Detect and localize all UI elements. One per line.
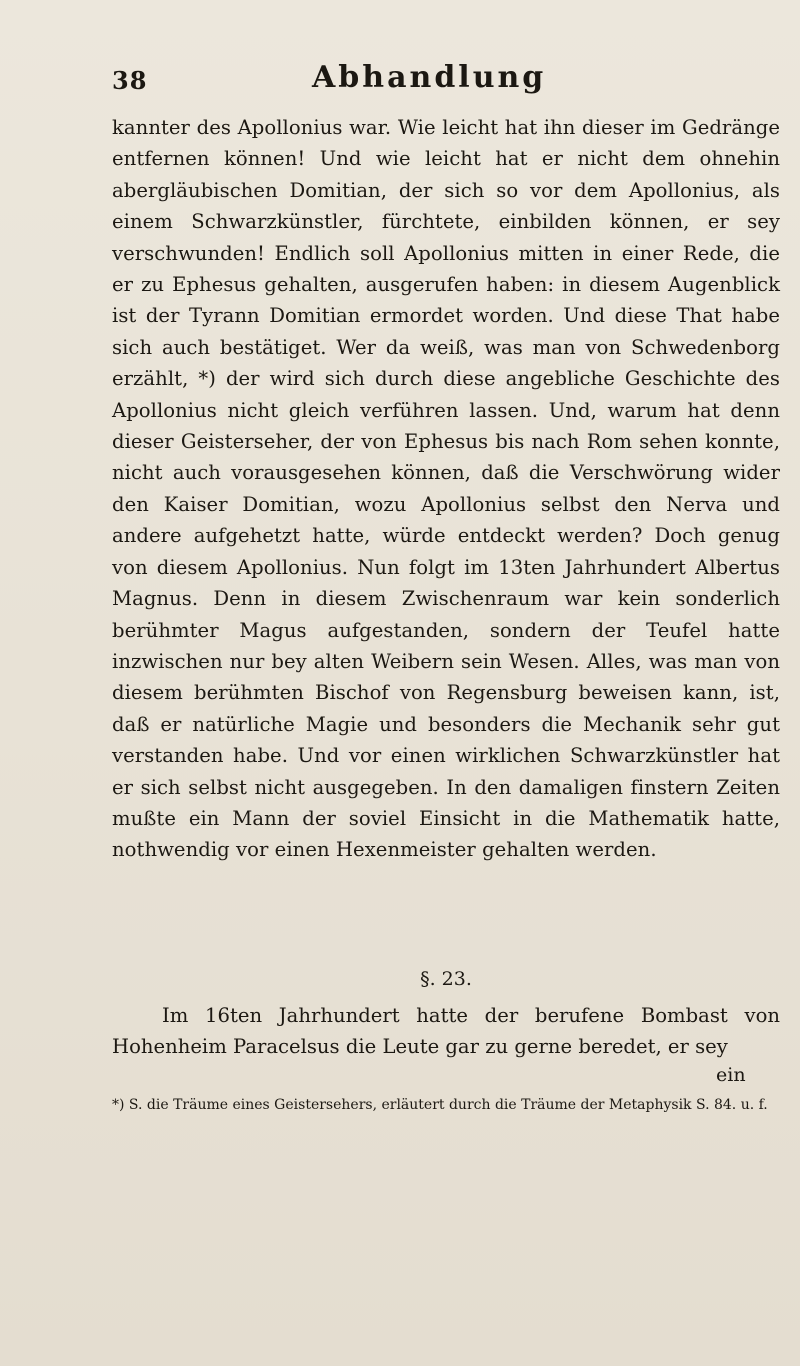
section-heading: §. 23. — [420, 968, 472, 990]
running-head: Abhandlung — [312, 60, 547, 95]
catchword: ein — [716, 1064, 746, 1086]
page-number: 38 — [112, 66, 148, 95]
footnote-text: *) S. die Träume eines Geistersehers, erläutert durch die Träume der Metaphysik S. 84. u. f. — [112, 1097, 768, 1113]
main-text — [112, 112, 780, 866]
paragraph: kannter des Apollonius war. Wie leicht hat ihn dieser im Gedränge entfernen können! Und wie leicht hat er nicht dem ohnehin abergläubischen Domitian, der sich so vor dem Apollonius, als einem Schwarzkünstler, fürchtete, einbilden können, er sey verschwunden! Endlich soll Apollonius mitten in einer Rede, die er zu Ephesus gehalten, ausgerufen haben: in diesem Augenblick ist der Tyrann Domitian ermordet worden. Und diese That habe sich auch bestätiget. Wer da weiß, was man von Schwedenborg erzählt, *) der wird sich durch diese angebliche Geschichte des Apollonius nicht gleich verführen lassen. Und, warum hat denn dieser Geisterseher, der von Ephesus bis nach Rom sehen konnte, nicht auch vorausgesehen können, daß die Verschwörung wider den Kaiser Domitian, wozu Apollonius selbst den Nerva und andere aufgehetzt hatte, würde entdeckt werden? Doch genug von diesem Apollonius. Nun folgt im 13ten Jahrhundert Albertus Magnus. Denn in diesem Zwischenraum war kein sonderlich berühmter Magus aufgestanden, sondern der Teufel hatte inzwischen nur bey alten Weibern sein Wesen. Alles, was man von diesem berühmten Bischof von Regensburg beweisen kann, ist, daß er natürliche Magie und besonders die Mechanik sehr gut verstanden habe. Und vor einen wirklichen Schwarzkünstler hat er sich selbst nicht ausgegeben. In den damaligen finstern Zeiten mußte ein Mann der soviel Einsicht in die Mathematik hatte, nothwendig vor einen Hexenmeister gehalten werden. — [112, 116, 780, 862]
section-text — [112, 1000, 780, 1063]
footnote — [112, 1096, 780, 1115]
paragraph: Im 16ten Jahrhundert hatte der berufene Bombast von Hohenheim Paracelsus die Leute gar zu gerne beredet, er sey — [112, 1004, 780, 1059]
page-header — [112, 60, 772, 100]
